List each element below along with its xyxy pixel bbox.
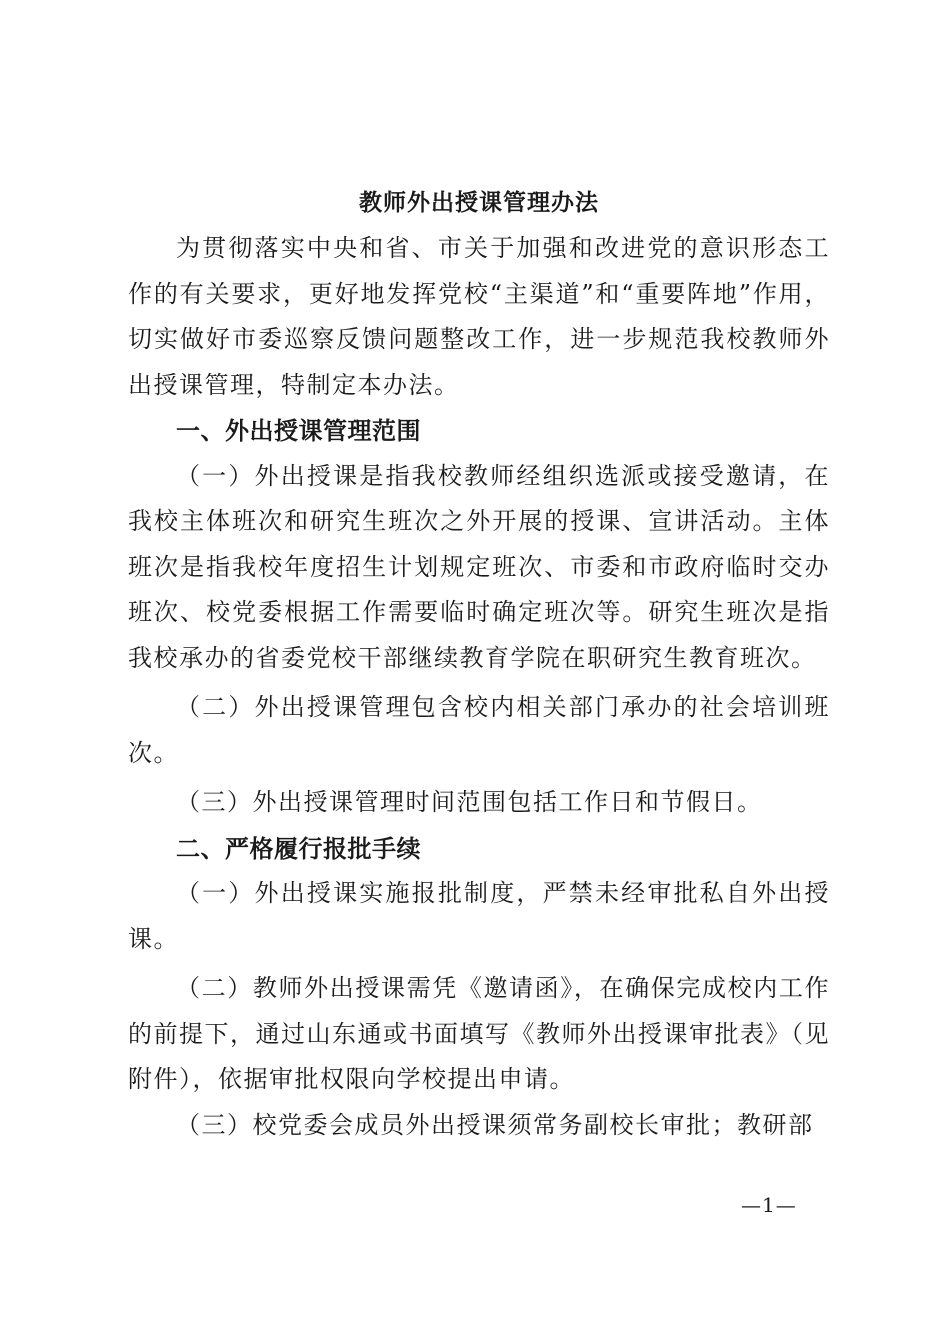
document-title: 教师外出授课管理办法 bbox=[359, 189, 599, 216]
document-page bbox=[128, 180, 830, 1148]
intro-paragraph: 为贯彻落实中央和省、市关于加强和改进党的意识形态工作的有关要求，更好地发挥党校“主渠道”和“重要阵地”作用，切实做好市委巡察反馈问题整改工作，进一步规范我校教师外出授课管理，特制定本办法。 bbox=[128, 234, 830, 399]
section-1-item-1: （一）外出授课是指我校教师经组织选派或接受邀请，在我校主体班次和研究生班次之外开展的授课、宣讲活动。主体班次是指我校年度招生计划规定班次、市委和市政府临时交办班次、校党委根据工作需要临时确定班次等。研究生班次是指我校承办的省委党校干部继续教育学院在职研究生教育班次。 bbox=[128, 461, 830, 672]
section-heading-1: 一、外出授课管理范围 bbox=[176, 416, 421, 445]
section-heading-2: 二、严格履行报批手续 bbox=[176, 833, 421, 863]
section-1-item-3: （三）外出授课管理时间范围包括工作日和节假日。 bbox=[176, 788, 763, 816]
section-2-item-3: （三）校党委会成员外出授课须常务副校长审批；教研部 bbox=[176, 1110, 814, 1139]
section-1-item-2: （二）外出授课管理包含校内相关部门承办的社会培训班次。 bbox=[128, 693, 830, 767]
section-2-item-1: （一）外出授课实施报批制度，严禁未经审批私自外出授课。 bbox=[128, 879, 830, 953]
page-number: —1— bbox=[741, 1193, 797, 1217]
section-2-item-2: （二）教师外出授课需凭《邀请函》，在确保完成校内工作的前提下，通过山东通或书面填写《教师外出授课审批表》（见附件），依据审批权限向学校提出申请。 bbox=[128, 974, 830, 1093]
